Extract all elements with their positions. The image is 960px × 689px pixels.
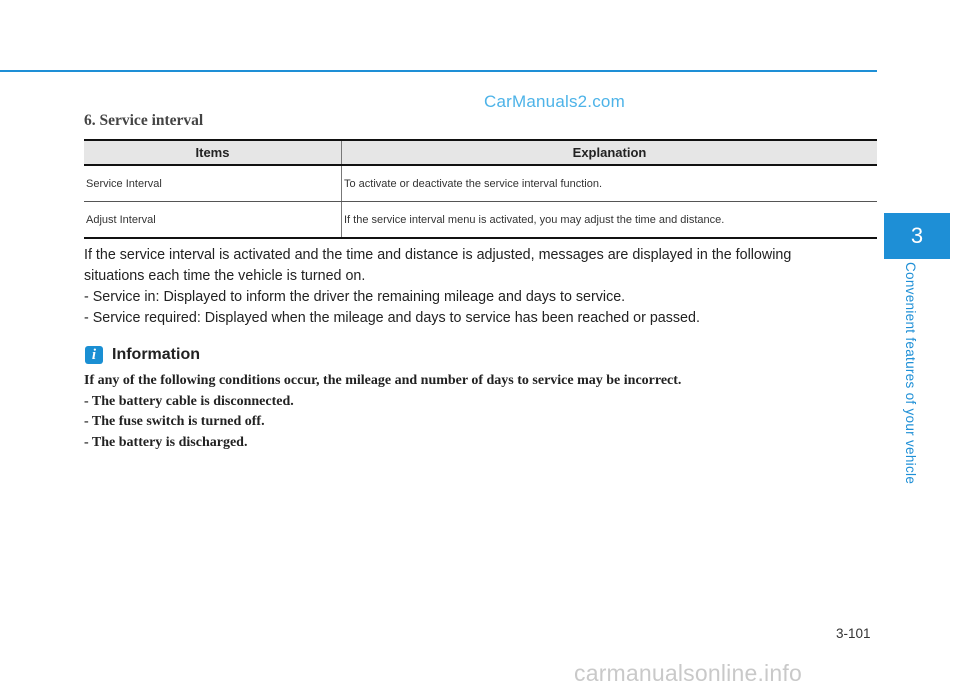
info-title: Information — [112, 346, 200, 363]
table-cell-explanation: To activate or deactivate the service interval function. — [342, 165, 878, 202]
body-para-line-1: If the service interval is activated and the time and distance is adjusted, messages are displayed in the following — [84, 247, 792, 263]
info-line: If any of the following conditions occur, the mileage and number of days to service may be incorrect. — [84, 373, 682, 388]
info-icon: i — [85, 346, 103, 364]
table-row — [84, 202, 877, 239]
body-text — [84, 245, 874, 329]
service-interval-table — [84, 139, 877, 239]
info-body — [84, 371, 874, 453]
info-line: - The battery cable is disconnected. — [84, 393, 294, 409]
header-items: Items — [84, 140, 342, 165]
table-row — [84, 165, 877, 202]
table-cell-explanation: If the service interval menu is activated, you may adjust the time and distance. — [342, 202, 878, 239]
table-cell-item: Adjust Interval — [84, 202, 342, 239]
info-line: - The fuse switch is turned off. — [84, 414, 265, 429]
table-header-row — [84, 140, 877, 165]
header-explanation: Explanation — [342, 140, 878, 165]
watermark-top: CarManuals2.com — [484, 92, 625, 111]
body-para-line-2: situations each time the vehicle is turned on. — [84, 268, 366, 284]
top-rule — [0, 70, 877, 72]
footer-watermark: carmanualsonline.info — [574, 660, 802, 686]
body-item-service-in: - Service in: Displayed to inform the driver the remaining mileage and days to service. — [84, 289, 626, 305]
chapter-tab: 3 — [884, 213, 950, 259]
section-heading: 6. Service interval — [84, 112, 204, 129]
chapter-title-vertical: Convenient features of your vehicle — [903, 262, 918, 485]
table-cell-item: Service Interval — [84, 165, 342, 202]
info-line: - The battery is discharged. — [84, 434, 248, 450]
page-number: 3-101 — [836, 626, 871, 641]
body-item-service-required: - Service required: Displayed when the mileage and days to service has been reached or passed. — [84, 310, 700, 326]
